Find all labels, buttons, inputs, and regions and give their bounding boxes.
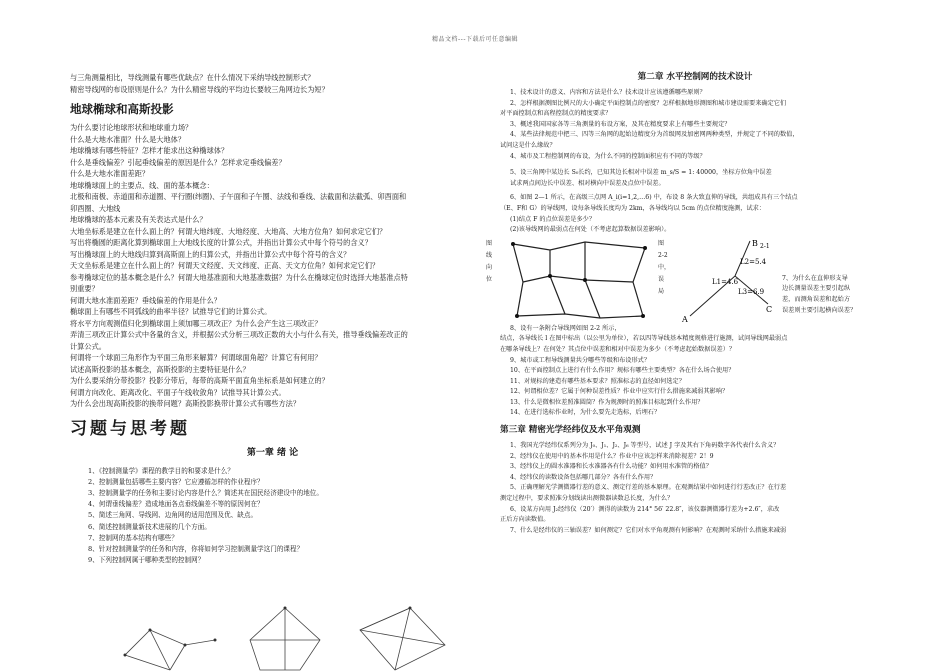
chapter2-question: 10、在平面控制点上进行有什么作用？规标有哪些主要类型？各在什么场合使用？: [510, 367, 735, 375]
network-node: [184, 644, 187, 647]
known-point: [511, 242, 515, 246]
chapter1-question: 4、何谓垂线偏差？造成地面各点垂线偏差不等的原因何在？: [88, 500, 264, 509]
chapter2-question: 试问这是什么缘故？: [500, 141, 556, 149]
note-line: 误差则主要引起横向误差？: [782, 306, 857, 314]
network-a-line: [125, 630, 215, 655]
question-line: 什么是大地水准面差距？: [70, 169, 150, 178]
section-title: 地球椭球和高斯投影: [70, 102, 174, 116]
chapter3-question-list: [500, 441, 890, 536]
chapter1-question-list: [70, 466, 475, 567]
side-label: 局: [658, 287, 665, 295]
figure-2-2-junction-traverse: [680, 236, 775, 324]
left-column: [70, 72, 475, 566]
side-label: 位: [486, 275, 493, 283]
question-line: 地球椭球面上的主要点、线、面的基本概念：: [70, 180, 214, 190]
chapter1-question: 8、针对控制测量学的任务和内容，你将如何学习控制测量学这门的课程？: [88, 544, 304, 553]
junction-point: [583, 278, 587, 282]
figures-area: [486, 236, 890, 324]
known-point: [515, 314, 519, 318]
network-node: [409, 607, 412, 610]
question-line: 何谓将一个球面三角形作为平面三角形来解算？何谓球面角超？计算它有何用？: [70, 353, 322, 362]
traverse-line: [523, 276, 633, 282]
chapter3-question: 7、什么是经纬仪的三轴误差？如何测定？它们对水平角观测有何影响？在观测时采纳什么措施来减弱: [510, 526, 787, 534]
chapter2-question: 试求两点间边长中误差、相对横向中误差及点位中误差。: [510, 179, 665, 187]
chapter2-question: (2)该导线网的最弱点在何处（不考虑起算数据误差影响）。: [510, 226, 671, 234]
question-line: 计算公式。: [70, 341, 106, 351]
chapter3-question: 1、我国光学经纬仪系列分为 J₀、J₁、J₂、J₆ 等型号，试述 J 字及其右下角码数字各代表什么含义？: [510, 442, 780, 450]
side-label: 误: [658, 275, 665, 283]
known-point: [641, 314, 645, 318]
chapter2-question: 2、怎样根据测图比例尺的大小确定平面控制点的密度？怎样根据地形测图和城市建设需要来确定它们: [510, 99, 787, 107]
question-line: 弄清三项改正计算公式中各量的含义，并根据公式分析三项改正数的大小与什么有关，推导垂线偏差改正的: [70, 330, 408, 339]
question-line: 地球椭球有哪些特征？怎样才能求出这种椭球体？: [70, 146, 229, 155]
network-node: [214, 639, 217, 642]
l3-label: L3=6.9: [738, 287, 765, 296]
question-line: 为什么要采纳分带投影？投影分带后，每带的高斯平面直角坐标系是如何建立的？: [70, 376, 329, 385]
question-line: 试述高斯投影的基本概念，高斯投影的主要特征是什么？: [70, 364, 250, 374]
traverse-line: [633, 248, 645, 316]
l1-label: L1=4.6: [712, 277, 739, 286]
figure-side-labels-right: [658, 238, 678, 298]
chapter1-question: 6、简述控制测量新技术进展的几个方面。: [88, 522, 211, 531]
right-column: [486, 66, 890, 536]
question-line: 将水平方向观测值归化到椭球面上须加哪三项改正？为什么会产生这三项改正？: [70, 318, 322, 328]
known-point: [643, 246, 647, 250]
network-node: [124, 654, 127, 657]
intro-line: 精密导线网的布设原则是什么？为什么精密导线的平均边长要较三角网边长为短？: [70, 84, 329, 94]
chapter3-title: 第三章 精密光学经纬仪及水平角观测: [500, 425, 641, 436]
chapter2-question: 14、在进行选标作业时，为什么要先走选标，后埋石？: [510, 409, 661, 417]
chapter2-question: 4、城市及工程控制网的布设，为什么不同的控制面积应有不同的等级？: [510, 152, 706, 160]
chapter2-question: 结点，各导线长 l 在图中标出（以公里为单位），若以四等导线基本精度规格进行施测，试问导线网最弱点: [500, 335, 788, 343]
chapter1-question: 3、控制测量学的任务和主要讨论内容是什么？简述其在国民经济建设中的地位。: [88, 488, 323, 497]
traverse-line: [585, 280, 600, 318]
network-node: [149, 629, 152, 632]
network-node: [284, 607, 287, 610]
chapter1-question: 5、简述三角网、导线网、边角网的适用范围及优、缺点。: [88, 511, 258, 520]
chapter2-question: 9、城市或工程导线测量共分哪些等级和布设形式？: [510, 356, 651, 364]
traverse-line: [517, 314, 643, 318]
side-label: 线: [486, 251, 493, 259]
question-line: 何谓方向改化、距离改化、平面子午线收敛角？试推导其计算公式。: [70, 387, 286, 397]
page-header-watermark: 精品文档---下载后可任意编辑: [432, 36, 518, 43]
chapter2-question: 4、某些法律规范中把三、四等三角网的起始边精度分为首级网及加密网两种类型，并规定了不同的数值，: [510, 131, 799, 139]
question-line: 写出椭球面上的大地线归算到高斯面上的归算公式，并指出计算公式中每个符号的含义？: [70, 249, 351, 259]
question-line: 大地坐标系是建立在什么面上的？何谓大地纬度、大地经度、大地高、大地方位角？如何求定它们？: [70, 226, 387, 236]
chapter2-question: 8、设有一条附合导线网如图 2-2 所示，: [510, 324, 621, 332]
side-label: 中，: [658, 263, 671, 271]
chapter2-question: 5、设三角网中某边长 S₀长约，已知其边长相对中误差 m_s/S = 1: 40000，坐标方位角中误差: [510, 169, 772, 177]
chapter3-question: 5、正确理解光学测微器行差的意义、测定行差的基本原理。在观测结果中如何进行行差改正？在行差: [510, 484, 787, 492]
question-line: 卯酉圈、大地线: [70, 203, 121, 213]
side-label: 图: [658, 239, 665, 247]
note-line: 7、为什么在直伸形支导: [782, 274, 848, 282]
point-b-label: B: [752, 238, 758, 248]
point-a-label: A: [682, 314, 688, 324]
chapter3-question: 正后方向读数值。: [500, 516, 550, 524]
figure-side-labels-left: [486, 238, 496, 286]
chapter2-question: (1)结点 F 的点位误差是多少？: [510, 215, 596, 223]
control-network-diagrams: [110, 600, 470, 672]
network-c-line: [360, 608, 410, 630]
chapter1-question: 9、下列控制网属于哪种类型的控制网？: [88, 556, 205, 565]
question-line: 北极和南极、赤道面和赤道圈、平行圈(纬圈)、子午面和子午圈、法线和垂线、法截面和法截弧、卯酉面和: [70, 192, 407, 201]
chapter2-question: 6、如图 2—1 所示，在高级三点网 A_i(i=1,2,…6) 中，布设 8 条大致直伸的导线，共组成具有三个结点: [510, 194, 798, 202]
intro-block: [70, 72, 475, 95]
figure-2-1-traverse-network: [505, 236, 650, 322]
figure-number-label: 2-1: [760, 242, 770, 250]
side-label: 向: [486, 263, 493, 271]
question-line: 什么是大地水准面？什么是大地体？: [70, 134, 186, 144]
network-a-line: [170, 645, 185, 670]
question-line: 写出将椭圆的距离化算到椭球面上大地线长度的计算公式，并指出计算公式中每个符号的含义？: [70, 238, 372, 247]
note-line: 差，而测角误差和起始方: [782, 295, 851, 303]
chapter2-question-list-b: [500, 324, 890, 419]
chapter2-question: 11、对规标的建造有哪些基本要求？照准标志的直径如何选定？: [510, 377, 685, 385]
question-line: 别重要？: [70, 284, 99, 293]
chapter1-title: 第一章 绪 论: [246, 447, 299, 458]
chapter3-question: 2、经纬仪在使用中的基本作用是什么？作业中应该怎样来消除视差？2！9: [510, 452, 714, 460]
chapter2-question: 3、概述我国国家各等三角测量的布设方案，及其在精度要求上有哪些主要规定？: [510, 120, 731, 128]
note-line: 边长测量误差主要引起纵: [782, 285, 851, 293]
chapter1-question: 2、控制测量包括哪些主要内容？它应遵循怎样的作业程序？: [88, 477, 264, 486]
section-question-list: [70, 122, 475, 410]
network-c-line: [395, 608, 410, 670]
intro-line: 与三角测量相比，导线测量有哪些优缺点？在什么情况下采纳导线控制形式？: [70, 73, 315, 82]
side-label: 图: [486, 239, 493, 247]
chapter3-question: 测定过程中，要求照准分划线读出测微器读数总长度，为什么？: [500, 495, 674, 503]
chapter3-question: 4、经纬仪的读数设备包括哪几部分？各有什么作用？: [510, 473, 657, 481]
chapter2-question: （E、F和 G）的导线网，设每条导线长度均为 2km，各导线均以 5cm 的点位精度施测，试求：: [500, 204, 766, 212]
traverse-line: [550, 276, 565, 314]
point-c-label: C: [766, 304, 773, 314]
chapter2-question: 对平面控制点和高程控制点的精度要求？: [500, 110, 612, 118]
l2-label: L2=5.4: [740, 257, 767, 266]
question-line: 何谓大地水准面差距？垂线偏差的作用是什么？: [70, 295, 221, 305]
question-line: 天文坐标系是建立在什么面上的？何谓天文经度、天文纬度、正高、天文方位角？如何求定它们？: [70, 261, 380, 270]
chapter1-question: 7、控制网的基本结构有哪些？: [88, 533, 178, 542]
traverse-line: [513, 244, 523, 316]
junction-point: [548, 274, 552, 278]
question-line: 地球椭球的基本元素及有关表达式是什么？: [70, 215, 207, 224]
chapter2-question: 12、何谓相位差？它属于何种误差性质？作业中应实行什么措施来减弱其影响？: [510, 388, 729, 396]
question-line: 参考椭球定位的基本概念是什么？何谓大地基准面和大地基准数据？为什么在椭球定位时选择大地基准点特: [70, 272, 408, 282]
question-line: 什么是垂线偏差？引起垂线偏差的原因是什么？怎样求定垂线偏差？: [70, 157, 286, 167]
question-7-note: [782, 274, 892, 316]
side-label: 2-2: [658, 251, 668, 259]
question-line: 为什么会出现高斯投影的换带问题？高斯投影换带计算公式有哪些方法？: [70, 399, 301, 408]
traverse-line: [513, 242, 645, 250]
chapter3-question: 6、设某方向用 J₂经纬仪（20′）测得的读数为 214° 56′ 22.8″，该仪器测微器行差为+2.6″，求改: [510, 505, 780, 513]
chapter2-question: 1、技术设计的意义、内容和方法是什么？技术设计应该遵循哪些原则？: [510, 89, 706, 96]
question-line: 椭球面上有哪些不同弧线的曲率半径？试推导它们的计算公式。: [70, 307, 272, 316]
chapter3-question: 3、经纬仪上的圆水准器和长水准器各有什么功能？如何用水准管的格值？: [510, 463, 712, 471]
chapter2-question: 在哪条导线上？在何处？其点位中误差和相对中误差为多少（不考虑起始数据误差）？: [500, 345, 736, 353]
chapter2-question-list: [500, 88, 890, 236]
question-line: 为什么要讨论地球形状和地球重力场？: [70, 123, 193, 132]
chapter2-question: 13、什么是微相位差照准圆筒？作为规测时的照准目标起到什么作用？: [510, 398, 704, 406]
chapter1-question: 1、《控制测量学》课程的教学目的和要求是什么？: [88, 466, 234, 475]
chapter2-title: 第二章 水平控制网的技术设计: [637, 72, 753, 82]
exercise-title: 习题与思考题: [70, 418, 190, 439]
